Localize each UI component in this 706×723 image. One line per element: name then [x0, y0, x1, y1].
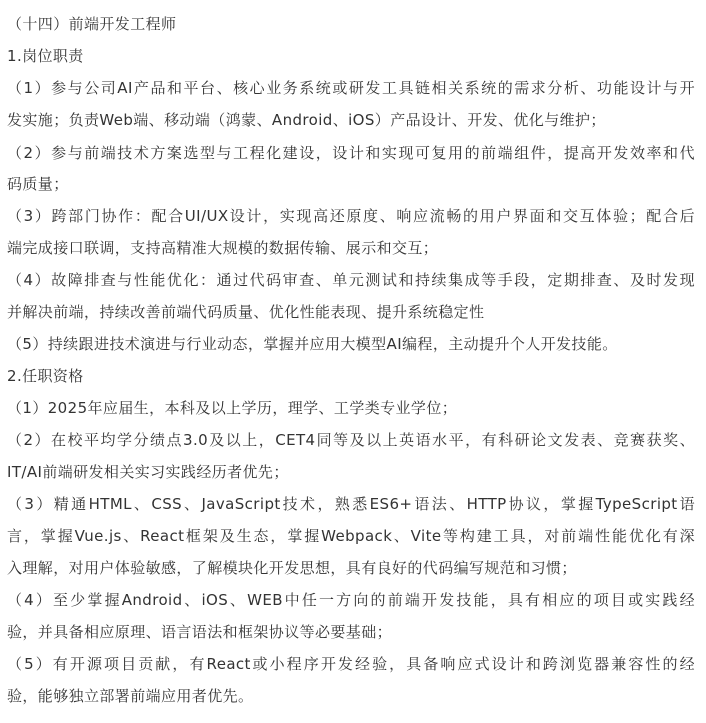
- responsibility-3-line-2: 端完成接口联调，支持高精准大规模的数据传输、展示和交互；: [7, 239, 439, 257]
- qualification-1-line-1: （1）2025年应届生，本科及以上学历，理学、工学类专业学位；: [7, 399, 458, 417]
- qualification-4-line-2: 验，并具备相应原理、语言语法和框架协议等必要基础；: [7, 623, 393, 641]
- qualification-2-line-2: IT/AI前端研发相关实习实践经历者优先；: [7, 463, 289, 481]
- qualification-5-line-1: （5）有开源项目贡献，有React或小程序开发经验，具备响应式设计和跨浏览器兼容性的经: [7, 655, 695, 673]
- section-title: （十四）前端开发工程师: [7, 15, 177, 33]
- responsibility-1-line-2: 发实施；负责Web端、移动端（鸿蒙、Android、iOS）产品设计、开发、优化与维护；: [7, 111, 606, 129]
- responsibility-3-line-1: （3）跨部门协作：配合UI/UX设计，实现高还原度、响应流畅的用户界面和交互体验；配合后: [7, 207, 695, 225]
- responsibilities-heading: 1.岗位职责: [7, 47, 84, 65]
- qualification-4-line-1: （4）至少掌握Android、iOS、WEB中任一方向的前端开发技能，具有相应的项目或实践经: [7, 591, 695, 609]
- responsibility-1-line-1: （1）参与公司AI产品和平台、核心业务系统或研发工具链相关系统的需求分析、功能设计与开: [7, 79, 695, 97]
- qualifications-heading: 2.任职资格: [7, 367, 84, 385]
- qualification-3-line-1: （3）精通HTML、CSS、JavaScript技术，熟悉ES6+语法、HTTP协议，掌握TypeScript语: [7, 495, 695, 513]
- responsibility-4-line-2: 并解决前端，持续改善前端代码质量、优化性能表现、提升系统稳定性: [7, 303, 485, 321]
- qualification-3-line-2: 言，掌握Vue.js、React框架及生态，掌握Webpack、Vite等构建工具，对前端性能优化有深: [7, 527, 695, 545]
- qualification-2-line-1: （2）在校平均学分绩点3.0及以上，CET4同等及以上英语水平，有科研论文发表、竞赛获奖、: [7, 431, 695, 449]
- responsibility-2-line-2: 码质量；: [7, 175, 69, 193]
- responsibility-2-line-1: （2）参与前端技术方案选型与工程化建设，设计和实现可复用的前端组件，提高开发效率和代: [7, 144, 695, 162]
- responsibility-5-line-1: （5）持续跟进技术演进与行业动态，掌握并应用大模型AI编程，主动提升个人开发技能。: [7, 335, 618, 353]
- qualification-5-line-2: 验，能够独立部署前端应用者优先。: [7, 687, 254, 705]
- responsibility-4-line-1: （4）故障排查与性能优化：通过代码审查、单元测试和持续集成等手段，定期排查、及时发现: [7, 271, 695, 289]
- qualification-3-line-3: 入理解，对用户体验敏感，了解模块化开发思想，具有良好的代码编写规范和习惯；: [7, 559, 577, 577]
